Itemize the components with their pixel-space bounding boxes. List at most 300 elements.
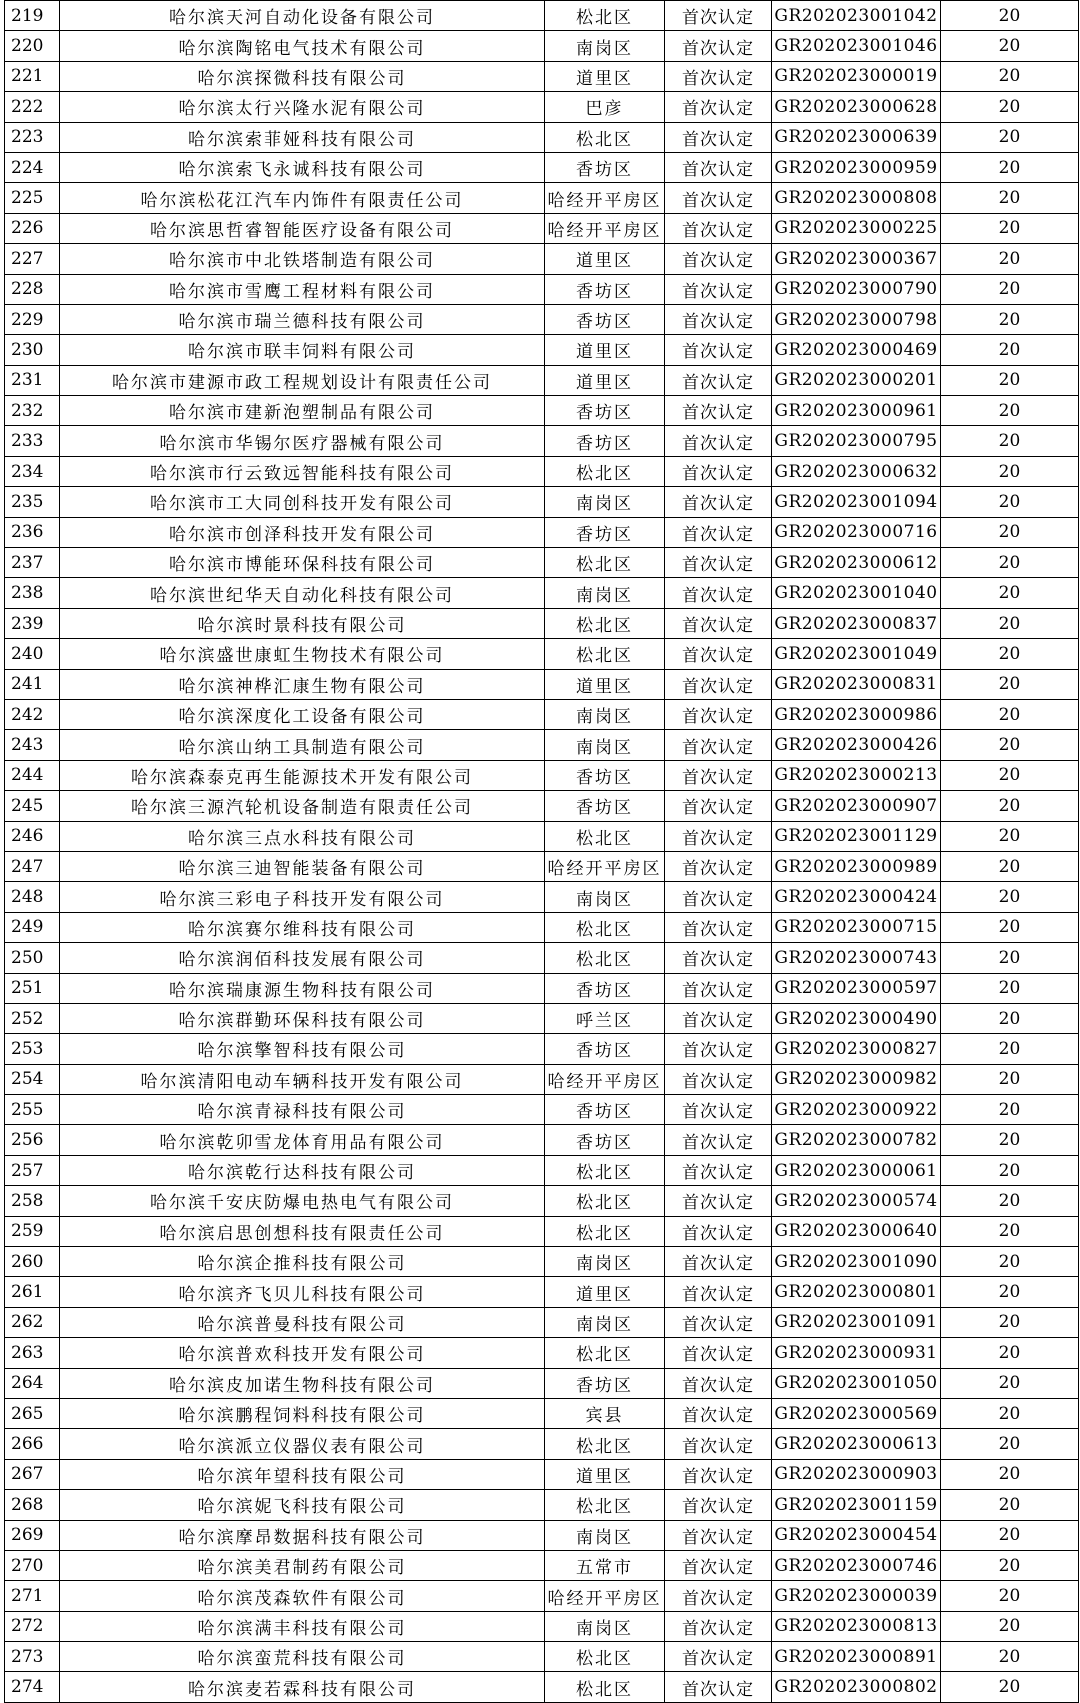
district-cell: 香坊区	[545, 304, 665, 334]
certificate-number-cell: GR202023001129	[772, 821, 941, 851]
certificate-number-cell: GR202023000039	[772, 1581, 941, 1611]
district-cell: 哈经开平房区	[545, 1581, 665, 1611]
district-cell: 松北区	[545, 639, 665, 669]
district-cell: 南岗区	[545, 1247, 665, 1277]
value-cell: 20	[941, 1277, 1079, 1307]
company-name-cell: 哈尔滨企推科技有限公司	[60, 1247, 545, 1277]
company-name-cell: 哈尔滨群勤环保科技有限公司	[60, 1003, 545, 1033]
row-index-cell: 271	[5, 1581, 60, 1611]
certification-type-cell: 首次认定	[665, 487, 772, 517]
table-row	[5, 1611, 1079, 1641]
company-name-cell: 哈尔滨市华锡尔医疗器械有限公司	[60, 426, 545, 456]
value-cell: 20	[941, 791, 1079, 821]
row-index-cell: 248	[5, 882, 60, 912]
certification-type-cell: 首次认定	[665, 274, 772, 304]
table-row	[5, 730, 1079, 760]
value-cell: 20	[941, 760, 1079, 790]
certification-type-cell: 首次认定	[665, 1216, 772, 1246]
row-index-cell: 269	[5, 1520, 60, 1550]
district-cell: 南岗区	[545, 1520, 665, 1550]
certification-type-cell: 首次认定	[665, 608, 772, 638]
company-name-cell: 哈尔滨索菲娅科技有限公司	[60, 122, 545, 152]
certification-type-cell: 首次认定	[665, 1277, 772, 1307]
table-row	[5, 396, 1079, 426]
row-index-cell: 226	[5, 213, 60, 243]
district-cell: 宾县	[545, 1398, 665, 1428]
district-cell: 香坊区	[545, 1125, 665, 1155]
company-name-cell: 哈尔滨麦若霖科技有限公司	[60, 1672, 545, 1702]
value-cell: 20	[941, 274, 1079, 304]
row-index-cell: 238	[5, 578, 60, 608]
certificate-number-cell: GR202023000989	[772, 851, 941, 881]
table-row	[5, 1034, 1079, 1064]
row-index-cell: 222	[5, 92, 60, 122]
certificate-number-cell: GR202023000469	[772, 335, 941, 365]
row-index-cell: 242	[5, 699, 60, 729]
table-row	[5, 1247, 1079, 1277]
certificate-number-cell: GR202023000019	[772, 61, 941, 91]
table-row	[5, 426, 1079, 456]
row-index-cell: 249	[5, 912, 60, 942]
value-cell: 20	[941, 1034, 1079, 1064]
company-name-cell: 哈尔滨普欢科技开发有限公司	[60, 1338, 545, 1368]
district-cell: 松北区	[545, 912, 665, 942]
value-cell: 20	[941, 578, 1079, 608]
company-name-cell: 哈尔滨齐飞贝儿科技有限公司	[60, 1277, 545, 1307]
table-row	[5, 304, 1079, 334]
value-cell: 20	[941, 31, 1079, 61]
row-index-cell: 267	[5, 1459, 60, 1489]
row-index-cell: 225	[5, 183, 60, 213]
table-row	[5, 274, 1079, 304]
certificate-number-cell: GR202023000640	[772, 1216, 941, 1246]
table-row	[5, 608, 1079, 638]
value-cell: 20	[941, 1247, 1079, 1277]
table-row	[5, 517, 1079, 547]
certificate-number-cell: GR202023000612	[772, 548, 941, 578]
company-name-cell: 哈尔滨鹏程饲料科技有限公司	[60, 1398, 545, 1428]
row-index-cell: 264	[5, 1368, 60, 1398]
certification-type-cell: 首次认定	[665, 31, 772, 61]
value-cell: 20	[941, 669, 1079, 699]
certificate-number-cell: GR202023000426	[772, 730, 941, 760]
value-cell: 20	[941, 517, 1079, 547]
value-cell: 20	[941, 122, 1079, 152]
row-index-cell: 223	[5, 122, 60, 152]
value-cell: 20	[941, 1398, 1079, 1428]
row-index-cell: 260	[5, 1247, 60, 1277]
value-cell: 20	[941, 1581, 1079, 1611]
certificate-number-cell: GR202023000454	[772, 1520, 941, 1550]
certificate-number-cell: GR202023000367	[772, 244, 941, 274]
certification-type-cell: 首次认定	[665, 1398, 772, 1428]
company-name-cell: 哈尔滨市行云致远智能科技有限公司	[60, 456, 545, 486]
company-name-cell: 哈尔滨满丰科技有限公司	[60, 1611, 545, 1641]
value-cell: 20	[941, 882, 1079, 912]
company-name-cell: 哈尔滨市瑞兰德科技有限公司	[60, 304, 545, 334]
certificate-number-cell: GR202023000922	[772, 1095, 941, 1125]
company-name-cell: 哈尔滨盛世康虹生物技术有限公司	[60, 639, 545, 669]
certificate-number-cell: GR202023000827	[772, 1034, 941, 1064]
district-cell: 松北区	[545, 608, 665, 638]
table-row	[5, 1003, 1079, 1033]
certificate-number-cell: GR202023000424	[772, 882, 941, 912]
row-index-cell: 261	[5, 1277, 60, 1307]
certification-type-cell: 首次认定	[665, 1611, 772, 1641]
value-cell: 20	[941, 851, 1079, 881]
certificate-number-cell: GR202023000802	[772, 1672, 941, 1702]
certificate-number-cell: GR202023000798	[772, 304, 941, 334]
table-row	[5, 1064, 1079, 1094]
certificate-number-cell: GR202023000743	[772, 943, 941, 973]
value-cell: 20	[941, 487, 1079, 517]
certificate-number-cell: GR202023000639	[772, 122, 941, 152]
row-index-cell: 245	[5, 791, 60, 821]
district-cell: 香坊区	[545, 152, 665, 182]
table-row	[5, 1459, 1079, 1489]
certification-type-cell: 首次认定	[665, 122, 772, 152]
row-index-cell: 259	[5, 1216, 60, 1246]
certification-type-cell: 首次认定	[665, 61, 772, 91]
certificate-number-cell: GR202023000831	[772, 669, 941, 699]
certificate-number-cell: GR202023000986	[772, 699, 941, 729]
company-name-cell: 哈尔滨妮飞科技有限公司	[60, 1490, 545, 1520]
certification-type-cell: 首次认定	[665, 669, 772, 699]
certificate-number-cell: GR202023000569	[772, 1398, 941, 1428]
company-name-cell: 哈尔滨时景科技有限公司	[60, 608, 545, 638]
value-cell: 20	[941, 1520, 1079, 1550]
certification-type-cell: 首次认定	[665, 365, 772, 395]
certification-type-cell: 首次认定	[665, 426, 772, 456]
certificate-number-cell: GR202023000813	[772, 1611, 941, 1641]
district-cell: 南岗区	[545, 1611, 665, 1641]
row-index-cell: 252	[5, 1003, 60, 1033]
company-name-cell: 哈尔滨润佰科技发展有限公司	[60, 943, 545, 973]
company-name-cell: 哈尔滨陶铭电气技术有限公司	[60, 31, 545, 61]
company-name-cell: 哈尔滨瑞康源生物科技有限公司	[60, 973, 545, 1003]
row-index-cell: 273	[5, 1642, 60, 1672]
certification-type-cell: 首次认定	[665, 1490, 772, 1520]
certificate-number-cell: GR202023000961	[772, 396, 941, 426]
company-name-cell: 哈尔滨市联丰饲料有限公司	[60, 335, 545, 365]
certificate-number-cell: GR202023000746	[772, 1550, 941, 1580]
table-row	[5, 92, 1079, 122]
certification-type-cell: 首次认定	[665, 152, 772, 182]
district-cell: 香坊区	[545, 274, 665, 304]
company-name-cell: 哈尔滨太行兴隆水泥有限公司	[60, 92, 545, 122]
row-index-cell: 241	[5, 669, 60, 699]
company-name-cell: 哈尔滨茂森软件有限公司	[60, 1581, 545, 1611]
value-cell: 20	[941, 304, 1079, 334]
district-cell: 松北区	[545, 1672, 665, 1702]
district-cell: 哈经开平房区	[545, 213, 665, 243]
value-cell: 20	[941, 1307, 1079, 1337]
certification-type-cell: 首次认定	[665, 882, 772, 912]
table-row	[5, 1490, 1079, 1520]
certification-type-cell: 首次认定	[665, 517, 772, 547]
table-row	[5, 335, 1079, 365]
certification-type-cell: 首次认定	[665, 943, 772, 973]
row-index-cell: 266	[5, 1429, 60, 1459]
value-cell: 20	[941, 365, 1079, 395]
district-cell: 香坊区	[545, 1368, 665, 1398]
value-cell: 20	[941, 244, 1079, 274]
certificate-number-cell: GR202023000795	[772, 426, 941, 456]
company-name-cell: 哈尔滨蛮荒科技有限公司	[60, 1642, 545, 1672]
row-index-cell: 243	[5, 730, 60, 760]
certificate-number-cell: GR202023000959	[772, 152, 941, 182]
certification-type-cell: 首次认定	[665, 304, 772, 334]
company-name-cell: 哈尔滨清阳电动车辆科技开发有限公司	[60, 1064, 545, 1094]
district-cell: 松北区	[545, 1490, 665, 1520]
row-index-cell: 244	[5, 760, 60, 790]
company-name-cell: 哈尔滨市雪鹰工程材料有限公司	[60, 274, 545, 304]
certification-type-cell: 首次认定	[665, 1155, 772, 1185]
company-name-cell: 哈尔滨市建源市政工程规划设计有限责任公司	[60, 365, 545, 395]
certificate-number-cell: GR202023001091	[772, 1307, 941, 1337]
certification-type-cell: 首次认定	[665, 851, 772, 881]
row-index-cell: 240	[5, 639, 60, 669]
certificate-number-cell: GR202023001094	[772, 487, 941, 517]
district-cell: 道里区	[545, 1277, 665, 1307]
district-cell: 道里区	[545, 244, 665, 274]
company-name-cell: 哈尔滨派立仪器仪表有限公司	[60, 1429, 545, 1459]
value-cell: 20	[941, 396, 1079, 426]
certificate-number-cell: GR202023000201	[772, 365, 941, 395]
value-cell: 20	[941, 699, 1079, 729]
table-row	[5, 882, 1079, 912]
row-index-cell: 232	[5, 396, 60, 426]
value-cell: 20	[941, 1429, 1079, 1459]
company-name-cell: 哈尔滨市博能环保科技有限公司	[60, 548, 545, 578]
row-index-cell: 230	[5, 335, 60, 365]
row-index-cell: 270	[5, 1550, 60, 1580]
value-cell: 20	[941, 1155, 1079, 1185]
company-name-cell: 哈尔滨三彩电子科技开发有限公司	[60, 882, 545, 912]
certificate-number-cell: GR202023001050	[772, 1368, 941, 1398]
company-name-cell: 哈尔滨三迪智能装备有限公司	[60, 851, 545, 881]
certification-type-cell: 首次认定	[665, 335, 772, 365]
certification-type-cell: 首次认定	[665, 973, 772, 1003]
row-index-cell: 239	[5, 608, 60, 638]
certification-type-cell: 首次认定	[665, 244, 772, 274]
district-cell: 哈经开平房区	[545, 183, 665, 213]
table-row	[5, 760, 1079, 790]
table-row	[5, 699, 1079, 729]
certificate-number-cell: GR202023000597	[772, 973, 941, 1003]
row-index-cell: 233	[5, 426, 60, 456]
company-name-cell: 哈尔滨世纪华天自动化科技有限公司	[60, 578, 545, 608]
table-row	[5, 821, 1079, 851]
row-index-cell: 265	[5, 1398, 60, 1428]
district-cell: 香坊区	[545, 426, 665, 456]
certification-type-cell: 首次认定	[665, 1429, 772, 1459]
certification-type-cell: 首次认定	[665, 578, 772, 608]
table-row	[5, 1, 1079, 31]
district-cell: 香坊区	[545, 791, 665, 821]
company-name-cell: 哈尔滨美君制药有限公司	[60, 1550, 545, 1580]
certification-type-cell: 首次认定	[665, 1307, 772, 1337]
certificate-number-cell: GR202023000808	[772, 183, 941, 213]
certificate-number-cell: GR202023001049	[772, 639, 941, 669]
district-cell: 松北区	[545, 456, 665, 486]
company-name-cell: 哈尔滨市中北铁塔制造有限公司	[60, 244, 545, 274]
certificate-number-cell: GR202023001042	[772, 1, 941, 31]
row-index-cell: 255	[5, 1095, 60, 1125]
table-row	[5, 61, 1079, 91]
company-name-cell: 哈尔滨深度化工设备有限公司	[60, 699, 545, 729]
district-cell: 松北区	[545, 1216, 665, 1246]
certification-type-cell: 首次认定	[665, 1581, 772, 1611]
value-cell: 20	[941, 1216, 1079, 1246]
certification-type-cell: 首次认定	[665, 1247, 772, 1277]
district-cell: 道里区	[545, 61, 665, 91]
table-row	[5, 1095, 1079, 1125]
company-name-cell: 哈尔滨森泰克再生能源技术开发有限公司	[60, 760, 545, 790]
row-index-cell: 250	[5, 943, 60, 973]
value-cell: 20	[941, 92, 1079, 122]
table-row	[5, 31, 1079, 61]
company-name-cell: 哈尔滨千安庆防爆电热电气有限公司	[60, 1186, 545, 1216]
company-name-cell: 哈尔滨赛尔维科技有限公司	[60, 912, 545, 942]
certification-type-cell: 首次认定	[665, 548, 772, 578]
company-name-cell: 哈尔滨青禄科技有限公司	[60, 1095, 545, 1125]
table-row	[5, 1125, 1079, 1155]
table-row	[5, 1398, 1079, 1428]
district-cell: 松北区	[545, 122, 665, 152]
row-index-cell: 254	[5, 1064, 60, 1094]
table-row	[5, 213, 1079, 243]
certificate-number-cell: GR202023000837	[772, 608, 941, 638]
certificate-number-cell: GR202023000907	[772, 791, 941, 821]
value-cell: 20	[941, 548, 1079, 578]
row-index-cell: 247	[5, 851, 60, 881]
value-cell: 20	[941, 1490, 1079, 1520]
district-cell: 南岗区	[545, 730, 665, 760]
value-cell: 20	[941, 335, 1079, 365]
table-row	[5, 456, 1079, 486]
table-row	[5, 183, 1079, 213]
row-index-cell: 224	[5, 152, 60, 182]
value-cell: 20	[941, 213, 1079, 243]
district-cell: 香坊区	[545, 760, 665, 790]
table-row	[5, 1216, 1079, 1246]
company-name-cell: 哈尔滨市建新泡塑制品有限公司	[60, 396, 545, 426]
value-cell: 20	[941, 1550, 1079, 1580]
district-cell: 南岗区	[545, 578, 665, 608]
table-row	[5, 578, 1079, 608]
certification-type-cell: 首次认定	[665, 912, 772, 942]
district-cell: 香坊区	[545, 517, 665, 547]
certificate-number-cell: GR202023000891	[772, 1642, 941, 1672]
district-cell: 香坊区	[545, 973, 665, 1003]
value-cell: 20	[941, 943, 1079, 973]
company-name-cell: 哈尔滨皮加诺生物科技有限公司	[60, 1368, 545, 1398]
company-name-cell: 哈尔滨思哲睿智能医疗设备有限公司	[60, 213, 545, 243]
district-cell: 香坊区	[545, 396, 665, 426]
value-cell: 20	[941, 61, 1079, 91]
district-cell: 松北区	[545, 943, 665, 973]
row-index-cell: 234	[5, 456, 60, 486]
table-row	[5, 669, 1079, 699]
row-index-cell: 251	[5, 973, 60, 1003]
company-name-cell: 哈尔滨索飞永诚科技有限公司	[60, 152, 545, 182]
certification-type-cell: 首次认定	[665, 760, 772, 790]
certificate-number-cell: GR202023000490	[772, 1003, 941, 1033]
row-index-cell: 221	[5, 61, 60, 91]
certification-type-cell: 首次认定	[665, 1186, 772, 1216]
table-row	[5, 1550, 1079, 1580]
table-row	[5, 851, 1079, 881]
value-cell: 20	[941, 1672, 1079, 1702]
district-cell: 哈经开平房区	[545, 851, 665, 881]
certification-type-cell: 首次认定	[665, 1034, 772, 1064]
table-row	[5, 1368, 1079, 1398]
district-cell: 松北区	[545, 1, 665, 31]
certification-type-cell: 首次认定	[665, 183, 772, 213]
certification-type-cell: 首次认定	[665, 1550, 772, 1580]
certificate-number-cell: GR202023000801	[772, 1277, 941, 1307]
company-name-cell: 哈尔滨乾行达科技有限公司	[60, 1155, 545, 1185]
certificate-number-cell: GR202023001159	[772, 1490, 941, 1520]
row-index-cell: 263	[5, 1338, 60, 1368]
value-cell: 20	[941, 456, 1079, 486]
value-cell: 20	[941, 639, 1079, 669]
row-index-cell: 235	[5, 487, 60, 517]
company-name-cell: 哈尔滨乾卯雪龙体育用品有限公司	[60, 1125, 545, 1155]
certificate-number-cell: GR202023000715	[772, 912, 941, 942]
table-row	[5, 1642, 1079, 1672]
value-cell: 20	[941, 1338, 1079, 1368]
company-name-cell: 哈尔滨市创泽科技开发有限公司	[60, 517, 545, 547]
certificate-number-cell: GR202023000931	[772, 1338, 941, 1368]
value-cell: 20	[941, 1003, 1079, 1033]
value-cell: 20	[941, 608, 1079, 638]
certification-type-cell: 首次认定	[665, 791, 772, 821]
row-index-cell: 268	[5, 1490, 60, 1520]
district-cell: 松北区	[545, 1429, 665, 1459]
company-name-cell: 哈尔滨神桦汇康生物有限公司	[60, 669, 545, 699]
certificate-number-cell: GR202023000061	[772, 1155, 941, 1185]
value-cell: 20	[941, 1611, 1079, 1641]
row-index-cell: 237	[5, 548, 60, 578]
row-index-cell: 236	[5, 517, 60, 547]
district-cell: 松北区	[545, 1186, 665, 1216]
table-row	[5, 1186, 1079, 1216]
row-index-cell: 272	[5, 1611, 60, 1641]
row-index-cell: 257	[5, 1155, 60, 1185]
table-row	[5, 487, 1079, 517]
district-cell: 五常市	[545, 1550, 665, 1580]
district-cell: 哈经开平房区	[545, 1064, 665, 1094]
certification-type-cell: 首次认定	[665, 396, 772, 426]
certificate-number-cell: GR202023000613	[772, 1429, 941, 1459]
district-cell: 巴彦	[545, 92, 665, 122]
table-row	[5, 943, 1079, 973]
certificate-number-cell: GR202023000782	[772, 1125, 941, 1155]
row-index-cell: 274	[5, 1672, 60, 1702]
row-index-cell: 219	[5, 1, 60, 31]
certificate-number-cell: GR202023000225	[772, 213, 941, 243]
enterprise-table	[4, 0, 1079, 1703]
value-cell: 20	[941, 1125, 1079, 1155]
value-cell: 20	[941, 1368, 1079, 1398]
certification-type-cell: 首次认定	[665, 1095, 772, 1125]
company-name-cell: 哈尔滨三点水科技有限公司	[60, 821, 545, 851]
row-index-cell: 262	[5, 1307, 60, 1337]
district-cell: 道里区	[545, 1459, 665, 1489]
district-cell: 松北区	[545, 1338, 665, 1368]
